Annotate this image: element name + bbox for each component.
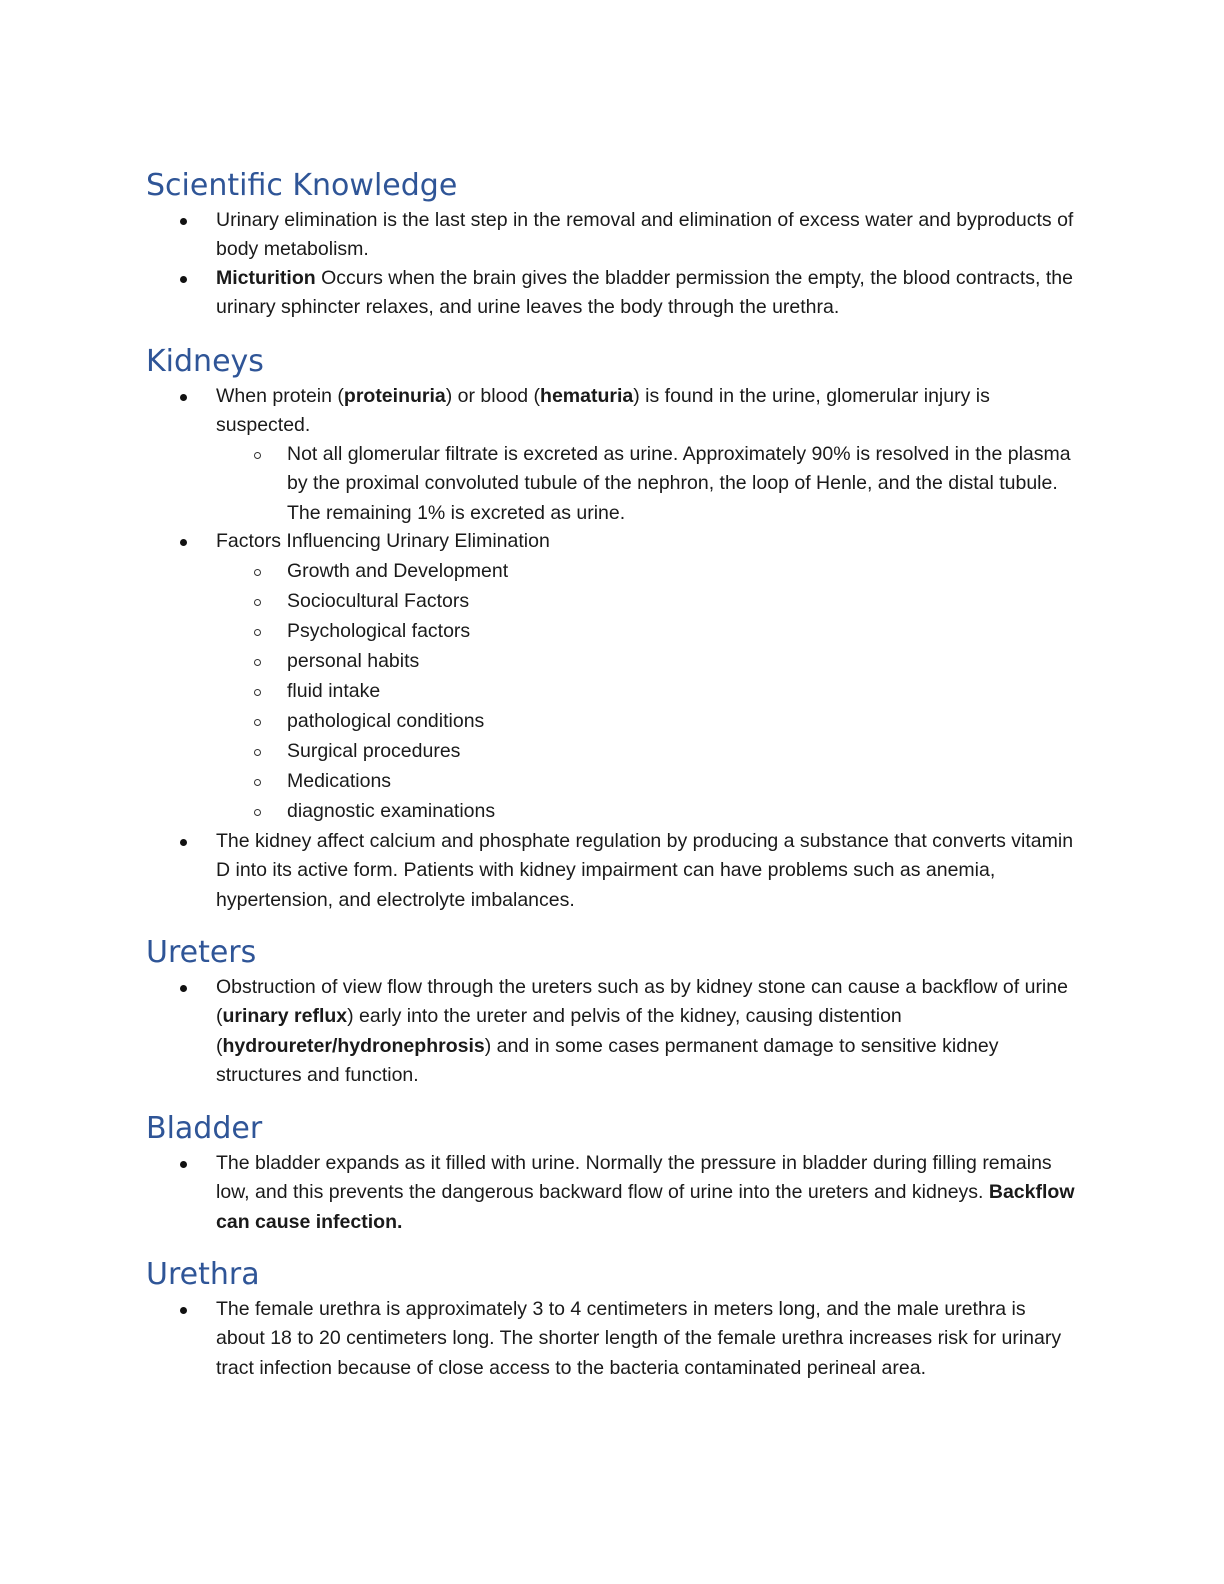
list-item [216, 1149, 1076, 1237]
bullet-icon [180, 539, 187, 546]
list-item-text: The bladder expands as it filled with urine. Normally the pressure in bladder during filling remains low, and this prevents the dangerous backward flow of urine into the ureters and kidneys. [216, 1152, 1052, 1204]
sub-bullet-icon [254, 599, 261, 606]
list-item-text: Obstruction of view flow through the ureters such as by kidney stone can cause a backflow of urine ( [216, 976, 1068, 1028]
list-item-text: ) is found in the urine, glomerular injury is suspected. [216, 385, 990, 437]
list-item-text: ) early into the ureter and pelvis of the kidney, causing distention ( [216, 1005, 902, 1057]
list-item-text: Occurs when the brain gives the bladder permission the empty, the blood contracts, the urinary sphincter relaxes, and urine leaves the body through the urethra. [216, 267, 1073, 319]
term-proteinuria: proteinuria [343, 385, 446, 407]
list-item: Urinary elimination is the last step in the removal and elimination of excess water and byproducts of body metabolism. [216, 209, 1074, 261]
term-hydroureter: hydroureter/hydronephrosis [222, 1034, 485, 1057]
sub-list-item: pathological conditions [287, 710, 485, 732]
sub-list-item: Not all glomerular filtrate is excreted as urine. Approximately 90% is resolved in the plasma by the proximal convoluted tubule of the nephron, the loop of Henle, and the distal tubule. The remaining 1% is excreted as urine. [287, 443, 1071, 524]
list-item-text: ) and in some cases permanent damage to sensitive kidney structures and function. [216, 1034, 999, 1086]
heading-scientific-knowledge: Scientific Knowledge [146, 168, 458, 203]
heading-ureters: Ureters [146, 935, 257, 970]
sub-list-item: personal habits [287, 650, 420, 672]
sub-list-item: Growth and Development [287, 560, 509, 582]
bullet-icon [180, 839, 187, 846]
list-item: The female urethra is approximately 3 to 4 centimeters in meters long, and the male urethra is about 18 to 20 centimeters long. The shorter length of the female urethra increases risk for urinary tract infection because of close access to the bacteria contaminated perineal area. [216, 1298, 1062, 1379]
bullet-icon [180, 276, 187, 283]
sub-list-item: Sociocultural Factors [287, 590, 470, 612]
heading-bladder: Bladder [146, 1111, 263, 1146]
sub-list-item: Surgical procedures [287, 740, 461, 762]
heading-kidneys: Kidneys [146, 344, 264, 379]
term-urinary-reflux: urinary reflux [222, 1005, 348, 1028]
sub-list-item: diagnostic examinations [287, 800, 496, 822]
bullet-icon [180, 1307, 187, 1314]
sub-list-item: fluid intake [287, 680, 381, 702]
term-hematuria: hematuria [540, 385, 634, 407]
bullet-icon [180, 985, 187, 992]
sub-bullet-icon [254, 689, 261, 696]
sub-bullet-icon [254, 629, 261, 636]
sub-bullet-icon [254, 749, 261, 756]
sub-bullet-icon [254, 809, 261, 816]
sub-list-item: Medications [287, 770, 392, 792]
bullet-icon [180, 218, 187, 225]
sub-bullet-icon [254, 569, 261, 576]
term-micturition: Micturition [216, 267, 316, 289]
sub-list-item: Psychological factors [287, 620, 471, 642]
list-item [216, 973, 1076, 1090]
bullet-icon [180, 394, 187, 401]
sub-bullet-icon [254, 719, 261, 726]
sub-bullet-icon [254, 452, 261, 459]
list-item [216, 382, 1076, 441]
heading-urethra: Urethra [146, 1257, 260, 1292]
list-item: The kidney affect calcium and phosphate regulation by producing a substance that converts vitamin D into its active form. Patients with kidney impairment can have problems such as anemia, hypertension, and electrolyte imbalances. [216, 830, 1074, 911]
sub-bullet-icon [254, 779, 261, 786]
list-item-text: When protein ( [216, 385, 344, 407]
list-item-text: ) or blood ( [445, 385, 541, 407]
emphasis-backflow: Backflow can cause infection. [216, 1181, 1075, 1233]
sub-bullet-icon [254, 659, 261, 666]
list-item: Factors Influencing Urinary Elimination [216, 530, 550, 552]
bullet-icon [180, 1161, 187, 1168]
list-item [216, 264, 1076, 323]
